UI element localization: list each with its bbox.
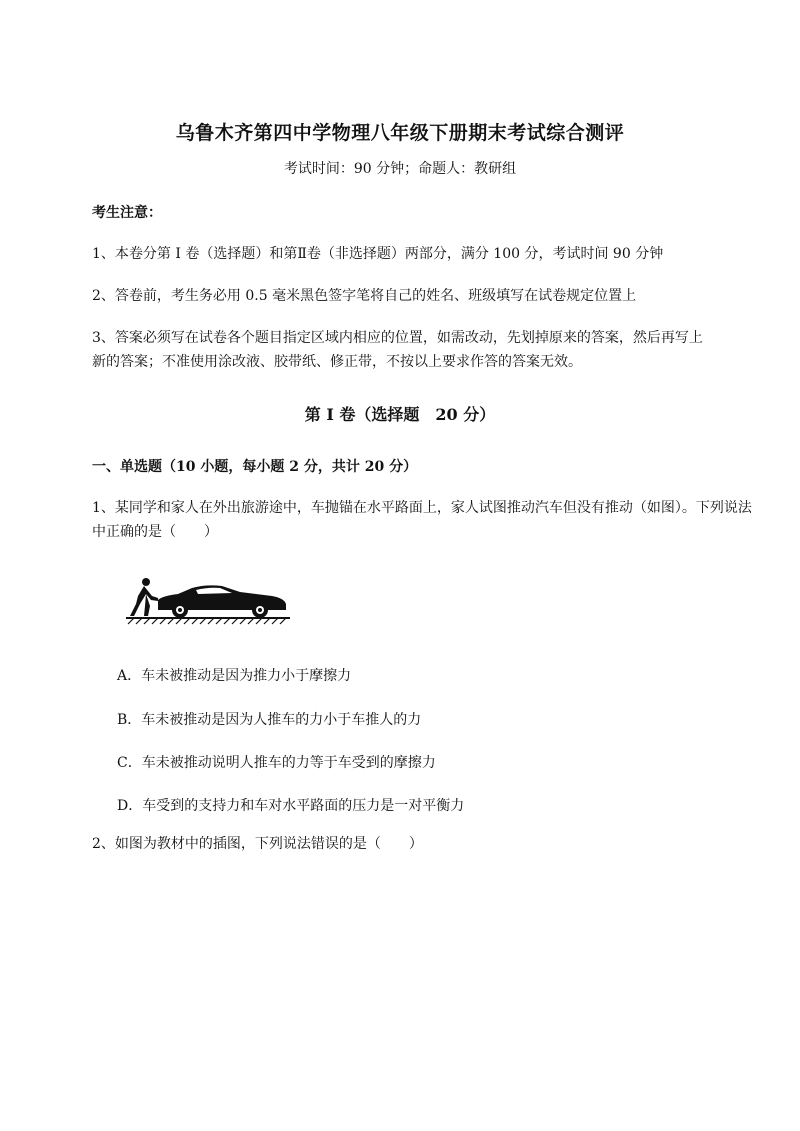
notice-item-3: 3、答案必须写在试卷各个题目指定区域内相应的位置，如需改动，先划掉原来的答案，然后再写上新的答案；不准使用涂改液、胶带纸、修正带，不按以上要求作答的答案无效。 (92, 330, 703, 370)
exam-title: 乌鲁木齐第四中学物理八年级下册期末考试综合测评 (175, 122, 625, 144)
exam-subtitle: 考试时间：90 分钟；命题人：教研组 (283, 161, 517, 177)
notice-item-2: 2、答卷前，考生务必用 0.5 毫米黑色签字笔将自己的姓名、班级填写在试卷规定位置上 (92, 288, 637, 304)
question-1-option-a: A．车未被推动是因为推力小于摩擦力 (117, 668, 352, 684)
question-1-option-c: C．车未被推动说明人推车的力等于车受到的摩擦力 (117, 755, 436, 771)
question-1-option-d: D．车受到的支持力和车对水平路面的压力是一对平衡力 (117, 798, 465, 814)
question-2-text: 2、如图为教材中的插图，下列说法错误的是（ ） (92, 836, 423, 852)
notice-heading: 考生注意： (92, 205, 162, 221)
section-title: 第 I 卷（选择题 20 分） (304, 405, 496, 424)
part-heading: 一、单选题（10 小题，每小题 2 分，共计 20 分） (92, 459, 418, 475)
question-1-text: 1、某同学和家人在外出旅游途中，车抛锚在水平路面上，家人试图推动汽车但没有推动（如图）。下列说法中正确的是（ ） (92, 500, 752, 540)
notice-item-1: 1、本卷分第 I 卷（选择题）和第Ⅱ卷（非选择题）两部分，满分 100 分，考试时间 90 分钟 (92, 246, 664, 262)
car-push-figure (122, 574, 292, 630)
question-1-option-b: B．车未被推动是因为人推车的力小于车推人的力 (117, 712, 422, 728)
